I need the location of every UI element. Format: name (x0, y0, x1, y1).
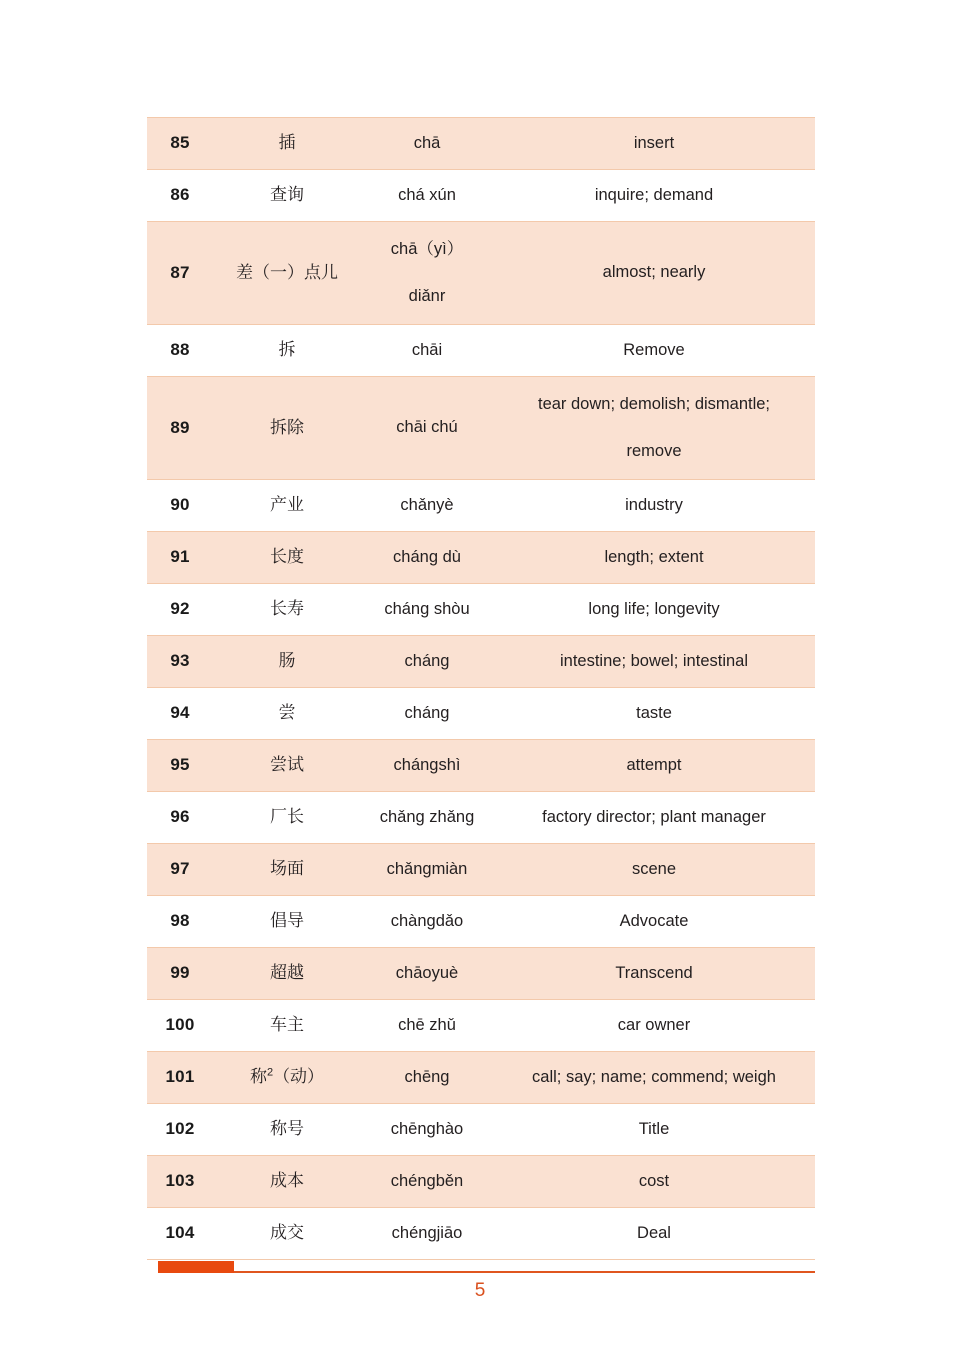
table-row (147, 1208, 815, 1260)
pinyin-cell: chǎng zhǎng (379, 807, 475, 826)
pinyin-cell: chá xún (398, 185, 456, 204)
row-index: 102 (165, 1119, 195, 1139)
table-row (147, 480, 815, 532)
row-index: 97 (170, 859, 190, 879)
english-cell: taste (636, 703, 672, 722)
english-cell: length; extent (604, 547, 704, 566)
pinyin-cell: cháng dù (393, 547, 461, 566)
hanzi-cell: 尝试 (270, 755, 304, 775)
row-index: 98 (170, 911, 190, 931)
table-row (147, 532, 815, 584)
english-cell: Remove (623, 340, 685, 359)
hanzi-superscript: 2 (266, 1066, 274, 1079)
english-cell: car owner (617, 1015, 691, 1034)
row-index: 86 (170, 185, 190, 205)
table-row (147, 948, 815, 1000)
footer-accent-bar (158, 1261, 234, 1273)
pinyin-cell: chéngběn (390, 1171, 464, 1190)
hanzi-cell: 长度 (270, 547, 304, 567)
row-index: 88 (170, 340, 190, 360)
hanzi-cell: 场面 (270, 859, 304, 879)
hanzi-cell: 肠 (278, 651, 296, 671)
row-index: 96 (170, 807, 190, 827)
table-row (147, 1000, 815, 1052)
pinyin-cell: chāoyuè (395, 963, 459, 982)
row-index: 91 (170, 547, 190, 567)
row-index: 99 (170, 963, 190, 983)
page-number: 5 (474, 1280, 486, 1301)
pinyin-cell: cháng (404, 703, 450, 722)
hanzi-cell: 称号 (270, 1119, 304, 1139)
hanzi-cell: 成本 (270, 1171, 304, 1191)
pinyin-cell: cháng shòu (384, 599, 470, 618)
table-row (147, 792, 815, 844)
table-row (147, 222, 815, 325)
pinyin-cell: chéngjiāo (391, 1223, 463, 1242)
english-cell: Deal (637, 1223, 671, 1242)
row-index: 101 (165, 1067, 195, 1087)
pinyin-cell: chā (413, 133, 441, 152)
vocabulary-table-body (147, 118, 815, 1260)
english-cell: Transcend (615, 963, 693, 982)
page-footer (0, 1258, 960, 1328)
english-cell: industry (625, 495, 683, 514)
table-row (147, 1052, 815, 1104)
hanzi-text: 称 (249, 1067, 267, 1087)
english-cell: long life; longevity (588, 599, 720, 618)
pinyin-cell: cháng (404, 651, 450, 670)
row-index: 87 (170, 262, 190, 282)
footer-horizontal-rule (158, 1271, 815, 1273)
english-cell: intestine; bowel; intestinal (559, 651, 749, 670)
pinyin-cell: chāi chú (396, 418, 458, 437)
table-row (147, 325, 815, 377)
pinyin-line: chā（yì） (390, 240, 464, 259)
hanzi-cell: 差（一）点儿 (236, 262, 338, 282)
english-cell: insert (633, 133, 675, 152)
row-index: 90 (170, 495, 190, 515)
hanzi-cell: 长寿 (270, 599, 304, 619)
row-index: 94 (170, 703, 190, 723)
english-cell: inquire; demand (594, 185, 714, 204)
hanzi-cell (213, 1052, 361, 1104)
row-index: 89 (170, 417, 190, 437)
row-index: 104 (165, 1223, 195, 1243)
hanzi-cell: 倡导 (270, 911, 304, 931)
english-cell: call; say; name; commend; weigh (532, 1067, 776, 1086)
pinyin-cell: chǎngmiàn (386, 859, 468, 878)
pinyin-cell: chē zhǔ (398, 1015, 456, 1034)
hanzi-cell: 尝 (278, 703, 296, 723)
english-cell: attempt (626, 755, 682, 774)
row-index: 103 (165, 1171, 195, 1191)
english-cell: factory director; plant manager (542, 807, 766, 826)
english-cell: Advocate (619, 911, 689, 930)
hanzi-cell: 成交 (270, 1223, 304, 1243)
english-cell: almost; nearly (602, 263, 706, 282)
pinyin-cell: chǎnyè (400, 495, 454, 514)
row-index: 95 (170, 755, 190, 775)
table-row (147, 377, 815, 480)
hanzi-cell: 拆除 (270, 417, 304, 437)
row-index: 93 (170, 651, 190, 671)
hanzi-cell: 厂长 (270, 807, 304, 827)
hanzi-cell: 拆 (278, 340, 296, 360)
hanzi-cell: 车主 (270, 1015, 304, 1035)
pinyin-cell: chángshì (393, 755, 461, 774)
table-row (147, 170, 815, 222)
table-row (147, 636, 815, 688)
english-cell: Title (638, 1119, 670, 1138)
table-row (147, 1104, 815, 1156)
table-row (147, 740, 815, 792)
table-row (147, 688, 815, 740)
table-row (147, 896, 815, 948)
hanzi-suffix: （动） (273, 1067, 325, 1087)
pinyin-cell: chēnghào (390, 1119, 464, 1138)
hanzi-cell: 查询 (270, 185, 304, 205)
table-row (147, 844, 815, 896)
table-row (147, 118, 815, 170)
english-cell: scene (631, 859, 677, 878)
pinyin-cell: chàngdǎo (390, 911, 464, 930)
hanzi-cell: 插 (278, 133, 296, 153)
pinyin-line: diǎnr (408, 286, 446, 305)
hanzi-cell: 超越 (270, 963, 304, 983)
hanzi-cell: 产业 (270, 495, 304, 515)
pinyin-cell (361, 222, 493, 325)
english-cell (493, 377, 815, 480)
table-row (147, 1156, 815, 1208)
pinyin-cell: chēng (404, 1067, 450, 1086)
vocabulary-table (147, 117, 815, 1260)
english-line: tear down; demolish; dismantle; (537, 395, 771, 414)
pinyin-cell: chāi (411, 340, 443, 359)
row-index: 100 (165, 1015, 195, 1035)
row-index: 92 (170, 599, 190, 619)
english-line: remove (626, 441, 682, 460)
row-index: 85 (170, 133, 190, 153)
table-row (147, 584, 815, 636)
english-cell: cost (638, 1171, 670, 1190)
